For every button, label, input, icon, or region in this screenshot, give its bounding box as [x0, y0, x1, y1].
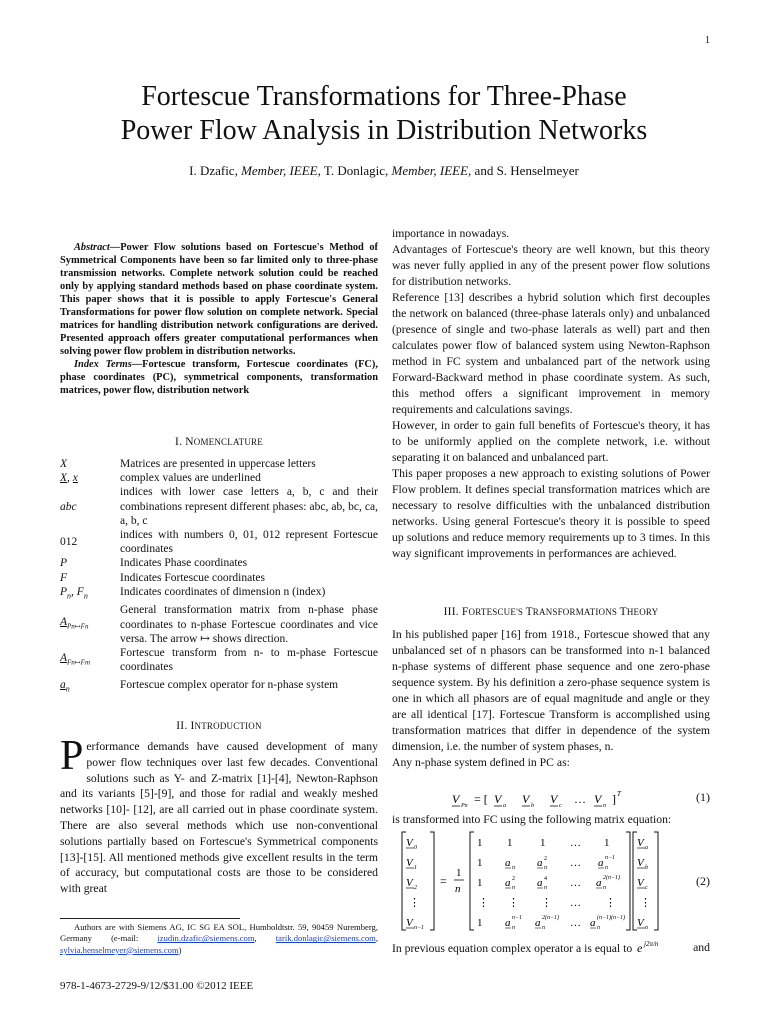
svg-text:⋮: ⋮ — [409, 897, 420, 909]
footnote-end: ) — [178, 944, 182, 955]
svg-text:a: a — [596, 877, 602, 889]
svg-text:n: n — [512, 925, 515, 931]
abstract-text: Power Flow solutions based on Fortescue's Method of Symmetrical Components have been so far limited only to three-phase transmission networks. Complete network solution could be reached only by applying standard methods based on phase coordinate system. This paper shows that it is possible to apply Fortescue's General Transformations for power flow solution on complete network. Special matrices for handling distribution network configurations are derived. Presented approach offers greater computational performances when solving power flow problem in distribution networks. — [60, 242, 378, 357]
nomenclature-symbol: 012 — [60, 536, 78, 549]
nomenclature-description: Indicates Fortescue coordinates — [120, 571, 265, 584]
nomenclature-symbol: $P_n$, $F_n$ — [60, 585, 88, 601]
author-3: and S. Henselmeyer — [471, 163, 579, 178]
equation-2 — [392, 830, 710, 934]
section-rest: NTRODUCTION — [194, 721, 262, 731]
svg-text:…: … — [570, 857, 581, 869]
svg-text:1: 1 — [456, 867, 462, 879]
svg-text:0: 0 — [414, 845, 417, 851]
equation-1 — [392, 788, 710, 810]
svg-text:b: b — [645, 865, 648, 871]
index-dash: — — [131, 359, 143, 370]
svg-text:n: n — [645, 925, 648, 931]
section-rest: ORTESCUE'S — [468, 607, 526, 617]
nomenclature-description: Matrices are presented in uppercase letters — [120, 458, 316, 470]
svg-text:a: a — [503, 803, 506, 809]
nomenclature-symbol: $A_{Fn↦Fm}$ — [60, 651, 91, 667]
author-2-membership: Member, IEEE, — [391, 163, 472, 178]
svg-text:…: … — [570, 837, 581, 849]
svg-text:2(n−1): 2(n−1) — [603, 875, 621, 881]
footnote — [60, 922, 378, 956]
section-initial: T — [525, 606, 533, 618]
svg-text:a: a — [645, 845, 648, 851]
svg-text:c: c — [645, 885, 648, 891]
svg-text:V: V — [637, 857, 644, 869]
paragraph: Any n-phase system defined in PC as: — [392, 756, 570, 769]
complex-operator-text: In previous equation complex operator a is equal to — [392, 942, 633, 955]
svg-text:⋮: ⋮ — [541, 897, 552, 909]
svg-text:1: 1 — [477, 837, 483, 849]
section-initial: N — [185, 436, 194, 448]
svg-text:V: V — [452, 792, 460, 806]
nomenclature-symbol: F — [60, 571, 68, 584]
trailing-word: and — [693, 941, 710, 954]
nomenclature-row — [60, 646, 378, 674]
svg-text:⋮: ⋮ — [640, 897, 651, 909]
abstract-dash: — — [109, 242, 121, 253]
svg-text:V: V — [494, 792, 502, 806]
nomenclature-row — [60, 471, 378, 485]
nomenclature-row — [60, 603, 378, 646]
nomenclature-description: Indicates Phase coordinates — [120, 557, 248, 570]
section-rest: HEORY — [626, 607, 659, 617]
svg-text:n−1: n−1 — [414, 925, 425, 931]
paragraph: Reference [13] describes a hybrid solution which first decouples the network on balanced (three-phase laterals only) and unbalanced (presence of single and two-phase laterals as well) part and then calculates power flow of balanced system using Newton-Raphson method in FC system and unbalanced part of the network using Forward-Backward method in phase coordinate system. As such, this method offers a significant improvement in memory requirements and calculations savings. — [392, 291, 710, 416]
svg-text:a: a — [505, 857, 511, 869]
nomenclature-description: Fortescue complex operator for n-phase system — [120, 679, 339, 692]
svg-text:]: ] — [612, 792, 616, 806]
theory-text — [392, 627, 710, 771]
svg-text:1: 1 — [540, 837, 546, 849]
svg-text:a: a — [537, 877, 543, 889]
paragraph: This paper proposes a new approach to existing solutions of Power Flow problem. It defines special transformation matrices which are necessary to resolve difficulties with the unbalanced distribution networks. Using general Fortescue's theory it is possible to speed up solutions and reduce memory requirements up to 3 times. In this way significant improvements in performances are achieved. — [392, 467, 710, 560]
svg-text:n: n — [603, 803, 606, 809]
nomenclature-row — [60, 457, 378, 471]
footnote-text: Authors are with Siemens AG, IC SG EA SOL, Humboldtstr. 59, 90459 Nuremberg, Germany (e-mail: — [60, 922, 378, 944]
svg-text:V: V — [637, 877, 644, 889]
paragraph: importance in nowadays. — [392, 227, 510, 240]
svg-text:(n−1)(n−1): (n−1)(n−1) — [597, 915, 626, 921]
svg-text:c: c — [559, 803, 562, 809]
svg-text:1: 1 — [477, 857, 483, 869]
svg-text:n: n — [512, 885, 515, 891]
svg-text:=: = — [440, 874, 447, 888]
svg-text:V: V — [637, 917, 644, 929]
section-number: II. — [176, 720, 191, 732]
section-initial: F — [461, 606, 469, 618]
svg-text:1: 1 — [507, 837, 513, 849]
nomenclature-description: indices with lower case letters a, b, c and their combinations represent different phases: abc, ab, bc, ca, a, b, c — [120, 486, 378, 527]
email-link-donlagic[interactable]: tarik.donlagic@siemens.com — [275, 933, 376, 944]
svg-text:j2π/n: j2π/n — [644, 940, 659, 948]
drop-cap: P — [60, 733, 84, 779]
abstract-label: Abstract — [74, 242, 110, 253]
nomenclature-row — [60, 485, 378, 528]
introduction-paragraph — [60, 733, 378, 897]
svg-text:⋮: ⋮ — [508, 897, 519, 909]
svg-text:n: n — [544, 865, 547, 871]
index-terms-label: Index Terms — [74, 359, 132, 370]
svg-text:n: n — [603, 885, 606, 891]
svg-text:a: a — [535, 917, 541, 929]
paragraph: In his published paper [16] from 1918., Fortescue showed that any unbalanced set of n phasors can be transformed into n-1 balanced n-phase systems of different phase sequence and one zero-phase sequence system. By his definition a zero-phase sequence system is one in which all phasors are of equal magnitude and angle or they are all identical [17]. Fortescue Transform is accomplished using transformation matrices that differ in dependence of the system dimension, i.e. the number of system phases, n. — [392, 628, 710, 753]
page-number: 1 — [705, 35, 710, 46]
equation-1-graphic — [452, 788, 712, 810]
section-initial: I — [190, 720, 195, 732]
section-rest: RANSFORMATIONS — [532, 607, 620, 617]
svg-text:…: … — [570, 877, 581, 889]
nomenclature-description: General transformation matrix from n-phase phase coordinates to n-phase Fortescue coordinates and vice versa. The arrow ↦ shows direction. — [120, 604, 378, 645]
nomenclature-row — [60, 585, 378, 604]
svg-text:n: n — [512, 865, 515, 871]
email-link-henselmeyer[interactable]: sylvia.henselmeyer@siemens.com — [60, 944, 179, 955]
title-line-1: Fortescue Transformations for Three-Phase — [141, 81, 627, 112]
svg-text:4: 4 — [544, 876, 547, 882]
introduction-text: erformance demands have caused development of many power flow techniques over last few decades. Conventional solutions such as Y- and Z-matrix [1]-[4], Newton-Raphson and its variants [5]-[9], and those for radial and weakly meshed networks [10]- [12], are all carried out in phase coordinate system. There are also several methods which use non-conventional solutions partially based on Fortescue's Symmetrical components [13]-[15]. All mentioned methods give excellent results in the term of accuracy, but computational costs are those to be considered with great — [60, 740, 378, 896]
svg-text:V: V — [550, 792, 558, 806]
svg-text:1: 1 — [604, 837, 610, 849]
svg-text:e: e — [637, 941, 643, 954]
svg-text:T: T — [617, 790, 621, 798]
svg-text:b: b — [531, 803, 534, 809]
equation-2-graphic — [392, 830, 692, 934]
nomenclature-symbol: P — [60, 557, 68, 570]
section-heading-nomenclature — [60, 436, 378, 448]
svg-text:1: 1 — [477, 877, 483, 889]
svg-text:n: n — [455, 883, 461, 895]
copyright-line: 978-1-4673-2729-9/12/$31.00 ©2012 IEEE — [60, 980, 254, 992]
section-number: III. — [443, 606, 462, 618]
svg-text:V: V — [406, 857, 413, 869]
nomenclature-row — [60, 571, 378, 585]
svg-text:n: n — [597, 925, 600, 931]
nomenclature-description: complex values are underlined — [120, 472, 261, 485]
footnote-sep: , — [254, 933, 276, 944]
svg-text:1: 1 — [477, 917, 483, 929]
svg-text:V: V — [522, 792, 530, 806]
author-2: T. Donlagic, — [320, 163, 392, 178]
svg-text:V: V — [406, 917, 413, 929]
section-number: I. — [175, 436, 186, 448]
paragraph-complex-operator — [392, 940, 710, 957]
paragraph: However, in order to gain full benefits of Fortescue's theory, it has to be uniformly applied on the complete network, i.e. without separating it on balanced and unbalanced part. — [392, 419, 710, 464]
index-terms-text: Fortescue transform, Fortescue coordinates (FC), phase coordinates (PC), symmetrical components, transformation matrices, power flow, distribution network — [60, 359, 378, 396]
nomenclature-symbol: X — [60, 458, 68, 470]
svg-text:1: 1 — [414, 865, 417, 871]
svg-text:…: … — [574, 792, 586, 806]
svg-text:a: a — [505, 877, 511, 889]
svg-text:…: … — [570, 917, 581, 929]
svg-text:2(n−1): 2(n−1) — [542, 915, 560, 921]
nomenclature-symbol: $a_n$ — [60, 679, 70, 694]
nomenclature-symbol: X, x — [60, 472, 78, 485]
author-1-membership: Member, IEEE, — [241, 163, 321, 178]
svg-text:n−1: n−1 — [605, 855, 616, 861]
svg-text:V: V — [637, 837, 644, 849]
paper-title — [60, 80, 708, 148]
nomenclature-symbol: abc — [60, 500, 77, 513]
svg-text:⋮: ⋮ — [478, 897, 489, 909]
abstract — [60, 241, 378, 397]
svg-text:a: a — [505, 917, 511, 929]
footnote-rule — [60, 918, 240, 919]
svg-text:⋮: ⋮ — [605, 897, 616, 909]
svg-text:n: n — [542, 925, 545, 931]
nomenclature-list — [60, 457, 378, 697]
paragraph: Advantages of Fortescue's theory are well known, but this theory was never fully applied in any of the present power flow solutions for distribution networks. — [392, 243, 710, 288]
equation-2-number: (2) — [696, 874, 710, 888]
nomenclature-symbol: $A_{Pn↦Fn}$ — [60, 616, 89, 631]
svg-text:a: a — [537, 857, 543, 869]
footnote-sep: , — [375, 933, 378, 944]
email-link-dzafic[interactable]: izudin.dzafic@siemens.com — [157, 933, 255, 944]
nomenclature-description: indices with numbers 0, 01, 012 represent Fortescue coordinates — [120, 529, 378, 556]
svg-text:n−1: n−1 — [512, 915, 523, 921]
svg-text:V: V — [406, 877, 413, 889]
nomenclature-description: Fortescue transform from n- to m-phase Fortescue coordinates — [120, 646, 378, 674]
nomenclature-row — [60, 528, 378, 556]
svg-text:…: … — [570, 897, 581, 909]
svg-text:2: 2 — [512, 876, 515, 882]
section-initial: T — [619, 606, 627, 618]
svg-text:= [: = [ — [474, 792, 488, 806]
svg-text:Pn: Pn — [461, 803, 468, 809]
nomenclature-description: Indicates coordinates of dimension n (index) — [120, 585, 326, 598]
svg-text:V: V — [406, 837, 413, 849]
exponential-expression — [635, 940, 675, 954]
svg-text:n: n — [544, 885, 547, 891]
nomenclature-row — [60, 678, 378, 697]
svg-text:a: a — [598, 857, 604, 869]
title-line-2: Power Flow Analysis in Distribution Networks — [120, 115, 648, 146]
author-list — [60, 163, 708, 179]
paragraph: is transformed into FC using the following matrix equation: — [392, 813, 672, 826]
right-column-text — [392, 226, 710, 562]
author-1: I. Dzafic, — [189, 163, 242, 178]
svg-text:2: 2 — [544, 856, 547, 862]
equation-1-number: (1) — [696, 790, 710, 804]
section-rest: OMENCLATURE — [193, 437, 263, 447]
svg-text:n: n — [605, 865, 608, 871]
svg-text:2: 2 — [414, 885, 417, 891]
section-heading-fortescue-theory — [392, 606, 710, 618]
nomenclature-row — [60, 556, 378, 570]
svg-text:V: V — [594, 792, 602, 806]
section-heading-introduction — [60, 720, 378, 732]
svg-text:a: a — [590, 917, 596, 929]
